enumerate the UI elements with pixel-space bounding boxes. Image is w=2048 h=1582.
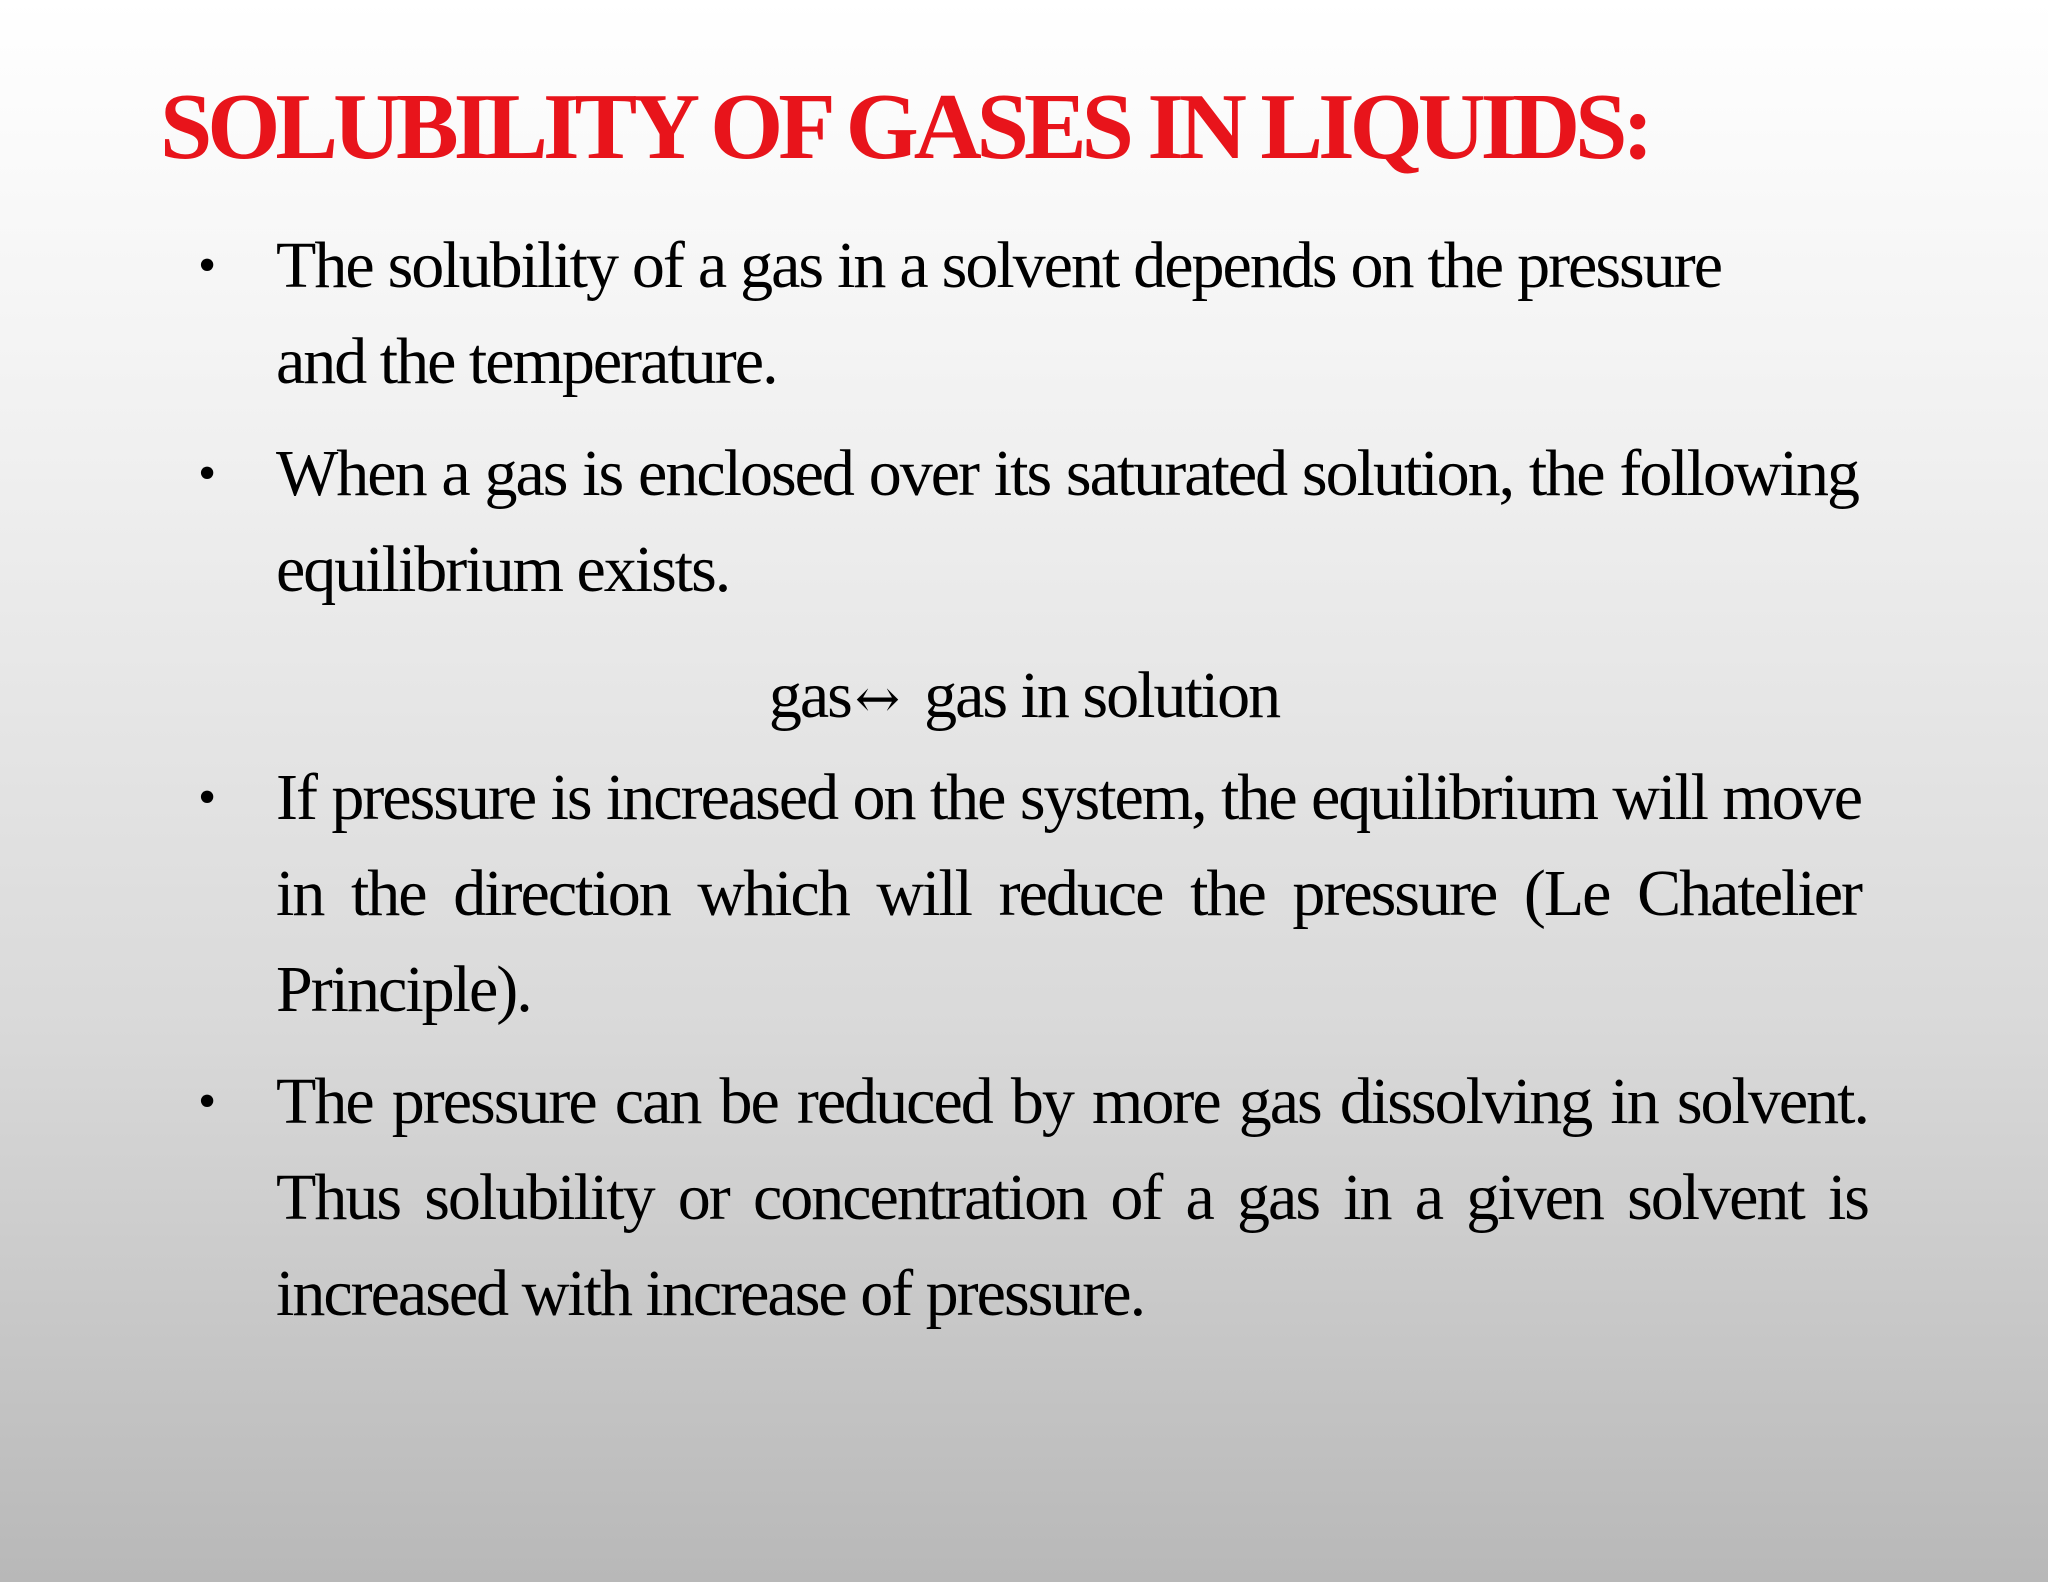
- bullet-icon: •: [198, 769, 217, 826]
- bullet-item: [198, 750, 1870, 1038]
- bullet-item: [198, 1054, 1870, 1342]
- equation-right: gas in solution: [924, 659, 1280, 732]
- bullet-icon: •: [198, 237, 217, 294]
- bullet-text: The pressure can be reduced by more gas dissolving in solvent. Thus solubility or concentration of a gas in a given solvent is increased with increase of pressure.: [276, 1065, 1868, 1330]
- equilibrium-equation: [0, 648, 2048, 747]
- bullet-text: When a gas is enclosed over its saturated solution, the following equilibrium exists.: [276, 437, 1858, 606]
- bullet-icon: •: [198, 445, 217, 502]
- equation-left: gas: [768, 659, 851, 732]
- bullet-item: [198, 218, 1870, 410]
- bullet-item: [198, 426, 1870, 618]
- equilibrium-arrow-icon: ↔: [854, 667, 901, 730]
- bullet-icon: •: [198, 1073, 217, 1130]
- bullet-text: If pressure is increased on the system, the equilibrium will move in the direction which will reduce the pressure (Le Chatelier Principle).: [276, 761, 1861, 1026]
- bullet-text: The solubility of a gas in a solvent depends on the pressure and the temperature.: [276, 229, 1721, 398]
- slide-title: SOLUBILITY OF GASES IN LIQUIDS:: [160, 75, 1649, 179]
